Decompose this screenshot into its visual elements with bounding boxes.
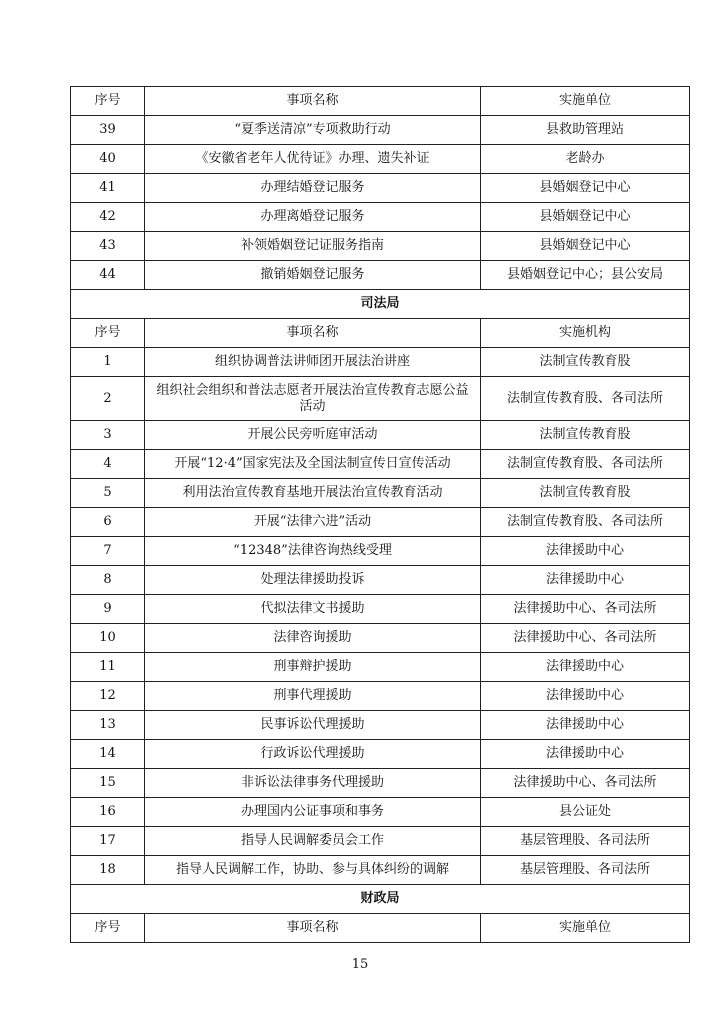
- section-header-row: [71, 290, 690, 319]
- cell-index: 1: [71, 348, 145, 377]
- cell-item-name: 刑事辩护援助: [145, 653, 481, 682]
- header-unit: 实施机构: [481, 319, 690, 348]
- cell-index: 8: [71, 566, 145, 595]
- table-header-row: [71, 87, 690, 116]
- cell-item-name: 刑事代理援助: [145, 682, 481, 711]
- cell-item-name: 利用法治宣传教育基地开展法治宣传教育活动: [145, 479, 481, 508]
- cell-item-name: 代拟法律文书援助: [145, 595, 481, 624]
- table-row: [71, 203, 690, 232]
- table-row: [71, 769, 690, 798]
- cell-unit: 法制宣传教育股、各司法所: [481, 450, 690, 479]
- cell-index: 13: [71, 711, 145, 740]
- header-index: 序号: [71, 87, 145, 116]
- cell-item-name: 开展“12·4”国家宪法及全国法制宣传日宣传活动: [145, 450, 481, 479]
- table-row: [71, 145, 690, 174]
- header-unit: 实施单位: [481, 87, 690, 116]
- cell-unit: 县公证处: [481, 798, 690, 827]
- cell-item-name: 非诉讼法律事务代理援助: [145, 769, 481, 798]
- cell-index: 5: [71, 479, 145, 508]
- cell-unit: 法律援助中心: [481, 566, 690, 595]
- cell-item-name: “12348”法律咨询热线受理: [145, 537, 481, 566]
- table-row: [71, 261, 690, 290]
- cell-item-name: 办理离婚登记服务: [145, 203, 481, 232]
- table-row: [71, 740, 690, 769]
- table-body: [71, 87, 690, 943]
- table-row: [71, 479, 690, 508]
- cell-index: 2: [71, 377, 145, 421]
- table-header-row: [71, 319, 690, 348]
- table-row: [71, 348, 690, 377]
- cell-index: 12: [71, 682, 145, 711]
- cell-item-name: 组织协调普法讲师团开展法治讲座: [145, 348, 481, 377]
- table-row: [71, 711, 690, 740]
- cell-index: 17: [71, 827, 145, 856]
- cell-unit: 基层管理股、各司法所: [481, 856, 690, 885]
- cell-item-name: “夏季送清凉”专项救助行动: [145, 116, 481, 145]
- cell-unit: 法律援助中心、各司法所: [481, 624, 690, 653]
- cell-unit: 法律援助中心: [481, 740, 690, 769]
- cell-index: 15: [71, 769, 145, 798]
- cell-index: 18: [71, 856, 145, 885]
- cell-item-name: 民事诉讼代理援助: [145, 711, 481, 740]
- cell-item-name: 法律咨询援助: [145, 624, 481, 653]
- cell-item-name: 办理国内公证事项和事务: [145, 798, 481, 827]
- cell-index: 11: [71, 653, 145, 682]
- cell-index: 41: [71, 174, 145, 203]
- cell-item-name: 撤销婚姻登记服务: [145, 261, 481, 290]
- cell-item-name: 办理结婚登记服务: [145, 174, 481, 203]
- cell-unit: 法制宣传教育股: [481, 479, 690, 508]
- header-index: 序号: [71, 319, 145, 348]
- cell-unit: 法律援助中心、各司法所: [481, 595, 690, 624]
- header-item-name: 事项名称: [145, 914, 481, 943]
- cell-item-name: 《安徽省老年人优待证》办理、遗失补证: [145, 145, 481, 174]
- table-row: [71, 624, 690, 653]
- cell-index: 14: [71, 740, 145, 769]
- cell-index: 10: [71, 624, 145, 653]
- cell-unit: 县婚姻登记中心: [481, 174, 690, 203]
- table-header-row: [71, 914, 690, 943]
- cell-index: 9: [71, 595, 145, 624]
- cell-item-name: 开展公民旁听庭审活动: [145, 421, 481, 450]
- header-item-name: 事项名称: [145, 87, 481, 116]
- cell-index: 3: [71, 421, 145, 450]
- table-row: [71, 856, 690, 885]
- cell-item-name: 指导人民调解委员会工作: [145, 827, 481, 856]
- cell-item-name: 行政诉讼代理援助: [145, 740, 481, 769]
- table-row: [71, 232, 690, 261]
- cell-item-name: 处理法律援助投诉: [145, 566, 481, 595]
- cell-index: 4: [71, 450, 145, 479]
- cell-unit: 法律援助中心: [481, 653, 690, 682]
- cell-index: 43: [71, 232, 145, 261]
- cell-index: 6: [71, 508, 145, 537]
- cell-unit: 老龄办: [481, 145, 690, 174]
- header-unit: 实施单位: [481, 914, 690, 943]
- cell-index: 7: [71, 537, 145, 566]
- cell-index: 39: [71, 116, 145, 145]
- cell-item-name: 补领婚姻登记证服务指南: [145, 232, 481, 261]
- table-row: [71, 116, 690, 145]
- cell-unit: 法制宣传教育股: [481, 348, 690, 377]
- cell-index: 44: [71, 261, 145, 290]
- cell-unit: 法制宣传教育股、各司法所: [481, 377, 690, 421]
- cell-unit: 法制宣传教育股: [481, 421, 690, 450]
- cell-unit: 法律援助中心: [481, 711, 690, 740]
- page-number: 15: [351, 957, 369, 972]
- cell-unit: 县救助管理站: [481, 116, 690, 145]
- cell-index: 40: [71, 145, 145, 174]
- cell-unit: 法律援助中心: [481, 537, 690, 566]
- cell-unit: 法律援助中心: [481, 682, 690, 711]
- cell-unit: 法制宣传教育股、各司法所: [481, 508, 690, 537]
- table-row: [71, 595, 690, 624]
- table-row: [71, 174, 690, 203]
- cell-item-name: 指导人民调解工作，协助、参与具体纠纷的调解: [145, 856, 481, 885]
- table-row: [71, 450, 690, 479]
- cell-index: 42: [71, 203, 145, 232]
- table-row: [71, 653, 690, 682]
- service-items-table: [70, 86, 690, 943]
- table-row: [71, 421, 690, 450]
- section-title: 司法局: [71, 290, 690, 319]
- cell-item-name: 组织社会组织和普法志愿者开展法治宣传教育志愿公益活动: [145, 377, 481, 421]
- table-row: [71, 537, 690, 566]
- table-row: [71, 798, 690, 827]
- header-item-name: 事项名称: [145, 319, 481, 348]
- table-row: [71, 377, 690, 421]
- table-row: [71, 566, 690, 595]
- cell-unit: 基层管理股、各司法所: [481, 827, 690, 856]
- table-row: [71, 508, 690, 537]
- cell-unit: 法律援助中心、各司法所: [481, 769, 690, 798]
- cell-index: 16: [71, 798, 145, 827]
- section-header-row: [71, 885, 690, 914]
- cell-unit: 县婚姻登记中心；县公安局: [481, 261, 690, 290]
- table-row: [71, 682, 690, 711]
- section-title: 财政局: [71, 885, 690, 914]
- header-index: 序号: [71, 914, 145, 943]
- cell-unit: 县婚姻登记中心: [481, 203, 690, 232]
- cell-unit: 县婚姻登记中心: [481, 232, 690, 261]
- table-row: [71, 827, 690, 856]
- cell-item-name: 开展“法律六进”活动: [145, 508, 481, 537]
